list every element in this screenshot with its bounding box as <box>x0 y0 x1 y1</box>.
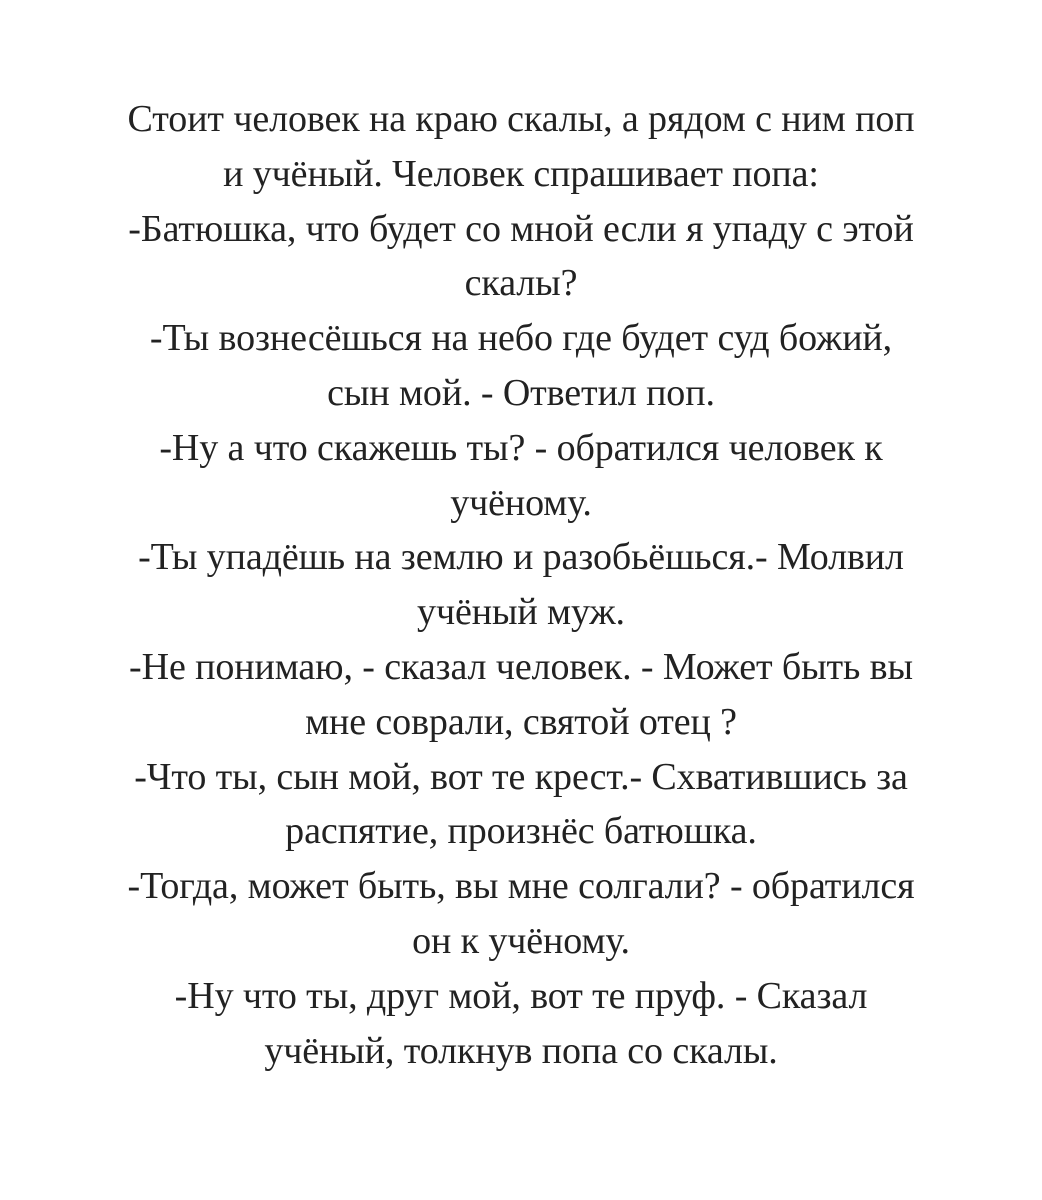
story-line: -Не понимаю, - сказал человек. - Может быть вы <box>129 645 913 688</box>
story-line: и учёный. Человек спрашивает попа: <box>223 152 819 195</box>
story-line: учёному. <box>450 481 592 524</box>
story-line: учёный муж. <box>417 591 625 634</box>
story-line: -Ну что ты, друг мой, вот те пруф. - Сказал <box>174 974 868 1017</box>
story-line: он к учёному. <box>412 919 630 962</box>
story-line: сын мой. - Ответил поп. <box>327 371 715 414</box>
story-line: скалы? <box>464 262 578 305</box>
story-line: -Ты упадёшь на землю и разобьёшься.- Молвил <box>138 536 904 579</box>
story-text <box>20 92 1022 1078</box>
story-line: Стоит человек на краю скалы, а рядом с ним поп <box>127 98 915 140</box>
story-line: -Тогда, может быть, вы мне солгали? - обратился <box>127 865 915 908</box>
story-line: -Батюшка, что будет со мной если я упаду с этой <box>128 207 914 250</box>
story-line: -Ну а что скажешь ты? - обратился человек к <box>159 426 883 469</box>
story-line: мне соврали, святой отец ? <box>305 700 737 743</box>
story-line: распятие, произнёс батюшка. <box>285 810 757 853</box>
story-line: учёный, толкнув попа со скалы. <box>264 1029 778 1072</box>
story-line: -Что ты, сын мой, вот те крест.- Схватившись за <box>134 755 908 798</box>
story-line: -Ты вознесёшься на небо где будет суд божий, <box>149 317 893 360</box>
